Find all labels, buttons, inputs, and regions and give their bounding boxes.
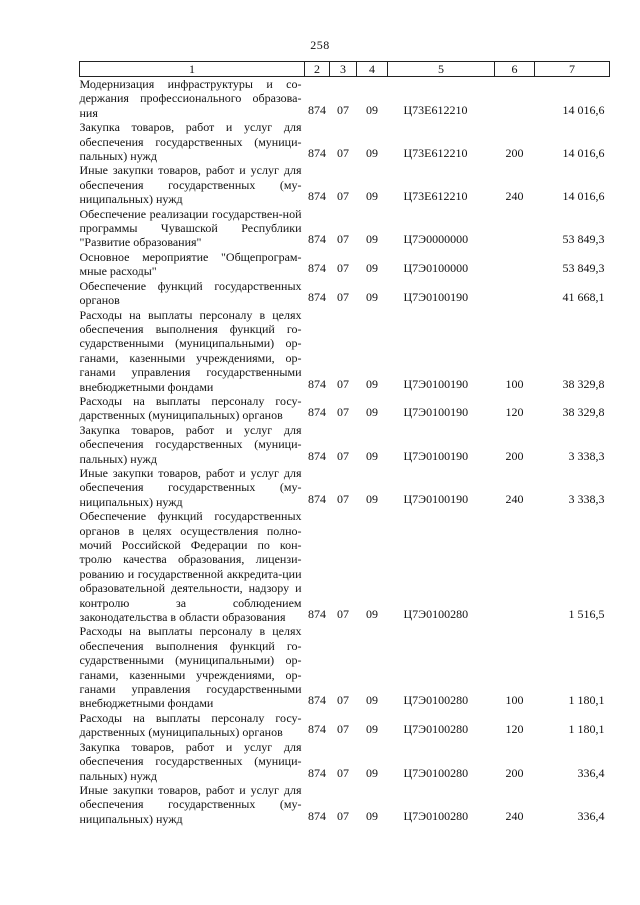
cell-pr: 09 [366, 376, 378, 391]
cell-pr: 09 [366, 405, 378, 420]
table-header-row [80, 62, 610, 77]
cell-sum: 3 338,3 [568, 448, 605, 463]
table-row [80, 250, 610, 279]
cell-sum: 336,4 [577, 808, 605, 823]
cell-gr: 874 [308, 102, 326, 117]
header-col-rz: 3 [330, 62, 357, 77]
cell-pr: 09 [366, 448, 378, 463]
row-name: Иные закупки товаров, работ и услуг для обеспечения государственных (му-ниципальных) нужд [79, 465, 302, 509]
row-name: Иные закупки товаров, работ и услуг для обеспечения государственных (му-ниципальных) нужд [79, 782, 302, 826]
cell-pr: 09 [366, 765, 378, 780]
row-name: Расходы на выплаты персоналу госу-дарственных (муниципальных) органов [79, 393, 302, 423]
cell-rz: 07 [337, 491, 349, 506]
cell-rz: 07 [337, 290, 349, 305]
cell-pr: 09 [366, 290, 378, 305]
cell-rz: 07 [337, 722, 349, 737]
cell-vr: 100 [505, 693, 524, 708]
table-row [80, 207, 610, 250]
cell-rz: 07 [337, 189, 349, 204]
cell-pr: 09 [366, 607, 378, 622]
cell-sum: 1 516,5 [568, 607, 605, 622]
cell-sum: 53 849,3 [562, 232, 605, 247]
cell-vr [495, 250, 535, 279]
cell-vr [495, 77, 535, 121]
cell-vr [495, 279, 535, 308]
cell-gr: 874 [308, 448, 326, 463]
table-body [80, 77, 610, 827]
cell-gr: 874 [308, 693, 326, 708]
row-name: Закупка товаров, работ и услуг для обеспечения государственных (муници-пальных) нужд [79, 422, 302, 466]
cell-gr: 874 [308, 607, 326, 622]
row-name: Закупка товаров, работ и услуг для обеспечения государственных (муници-пальных) нужд [79, 120, 302, 164]
cell-vr [495, 509, 535, 624]
cell-gr: 874 [308, 808, 326, 823]
cell-rz: 07 [337, 607, 349, 622]
table-row [80, 279, 610, 308]
header-col-csr: 5 [388, 62, 495, 77]
cell-csr: Ц7Э0000000 [403, 232, 469, 247]
table-row [80, 77, 610, 121]
cell-csr: Ц7Э0100190 [403, 448, 469, 463]
cell-vr: 120 [505, 405, 524, 420]
cell-gr: 874 [308, 146, 326, 161]
cell-rz: 07 [337, 376, 349, 391]
cell-gr: 874 [308, 261, 326, 276]
cell-vr: 120 [505, 722, 524, 737]
header-col-vr: 6 [495, 62, 535, 77]
cell-sum: 1 180,1 [568, 722, 605, 737]
cell-csr: Ц7Э0100190 [403, 491, 469, 506]
cell-pr: 09 [366, 491, 378, 506]
cell-rz: 07 [337, 693, 349, 708]
cell-csr: Ц7Э0100280 [403, 607, 469, 622]
row-name: Расходы на выплаты персоналу госу-дарственных (муниципальных) органов [79, 710, 302, 740]
budget-table [79, 61, 610, 826]
table-row [80, 624, 610, 710]
table-row [80, 394, 610, 423]
cell-gr: 874 [308, 765, 326, 780]
cell-sum: 41 668,1 [562, 290, 605, 305]
cell-csr: Ц7Э0100190 [403, 290, 469, 305]
cell-sum: 14 016,6 [562, 102, 605, 117]
cell-csr: Ц73Е612210 [403, 146, 468, 161]
cell-sum: 53 849,3 [562, 261, 605, 276]
cell-csr: Ц7Э0100280 [403, 722, 469, 737]
cell-vr: 240 [505, 808, 524, 823]
cell-vr: 240 [505, 189, 524, 204]
cell-csr: Ц7Э0100190 [403, 376, 469, 391]
cell-csr: Ц7Э0100280 [403, 693, 469, 708]
table-row [80, 509, 610, 624]
table-row [80, 783, 610, 826]
cell-rz: 07 [337, 261, 349, 276]
cell-csr: Ц7Э0100000 [403, 261, 469, 276]
cell-pr: 09 [366, 722, 378, 737]
cell-sum: 38 329,8 [562, 405, 605, 420]
cell-gr: 874 [308, 290, 326, 305]
row-name: Расходы на выплаты персоналу в целях обеспечения выполнения функций го-сударственными (муниципальными) ор-ганами, казенными учреждениями, ор-ганами управления государственными внебюджетными фондами [79, 624, 302, 711]
cell-sum: 14 016,6 [562, 189, 605, 204]
cell-sum: 38 329,8 [562, 376, 605, 391]
cell-sum: 14 016,6 [562, 146, 605, 161]
cell-gr: 874 [308, 722, 326, 737]
cell-csr: Ц7Э0100190 [403, 405, 469, 420]
table-row [80, 423, 610, 466]
table-row [80, 740, 610, 783]
header-col-name: 1 [80, 62, 305, 77]
row-name: Обеспечение функций государственных органов в целях осуществления полно-мочий Российской Федерации по кон-тролю качества образования, лицензи-рованию и государственной аккредита-ции образовательной деятельности, надзору и контролю за соблюдением законодательства в области образования [79, 509, 302, 625]
cell-rz: 07 [337, 146, 349, 161]
cell-vr: 200 [505, 146, 524, 161]
cell-gr: 874 [308, 376, 326, 391]
cell-pr: 09 [366, 102, 378, 117]
cell-csr: Ц7Э0100280 [403, 765, 469, 780]
row-name: Модернизация инфраструктуры и со-держания профессионального образова-ния [79, 77, 302, 120]
row-name: Закупка товаров, работ и услуг для обеспечения государственных (муници-пальных) нужд [79, 739, 302, 783]
table-row [80, 163, 610, 206]
cell-rz: 07 [337, 765, 349, 780]
cell-pr: 09 [366, 808, 378, 823]
cell-gr: 874 [308, 405, 326, 420]
header-col-gr: 2 [305, 62, 330, 77]
header-col-pr: 4 [357, 62, 388, 77]
table-row [80, 711, 610, 740]
row-name: Обеспечение функций государственных органов [79, 278, 302, 308]
cell-sum: 3 338,3 [568, 491, 605, 506]
row-name: Иные закупки товаров, работ и услуг для обеспечения государственных (му-ниципальных) нужд [79, 163, 302, 207]
header-col-sum: 7 [535, 62, 610, 77]
cell-sum: 336,4 [577, 765, 605, 780]
row-name: Расходы на выплаты персоналу в целях обеспечения выполнения функций го-сударственными (муниципальными) ор-ганами, казенными учреждениями, ор-ганами управления государственными внебюджетными фондами [79, 307, 302, 394]
cell-pr: 09 [366, 189, 378, 204]
cell-csr: Ц7Э0100280 [403, 808, 469, 823]
cell-gr: 874 [308, 189, 326, 204]
cell-vr: 240 [505, 491, 524, 506]
cell-rz: 07 [337, 405, 349, 420]
cell-rz: 07 [337, 808, 349, 823]
cell-gr: 874 [308, 491, 326, 506]
cell-vr [495, 207, 535, 250]
row-name: Основное мероприятие "Общепрограм-мные расходы" [79, 249, 302, 279]
cell-rz: 07 [337, 102, 349, 117]
cell-pr: 09 [366, 693, 378, 708]
cell-pr: 09 [366, 261, 378, 276]
table-row [80, 120, 610, 163]
cell-sum: 1 180,1 [568, 693, 605, 708]
page-number: 258 [310, 38, 330, 52]
cell-csr: Ц73Е612210 [403, 189, 468, 204]
cell-pr: 09 [366, 232, 378, 247]
cell-csr: Ц73Е612210 [403, 102, 468, 117]
cell-rz: 07 [337, 232, 349, 247]
row-name: Обеспечение реализации государствен-ной программы Чувашской Республики "Развитие образования" [79, 206, 302, 250]
table-row [80, 308, 610, 394]
cell-vr: 200 [505, 448, 524, 463]
cell-vr: 100 [505, 376, 524, 391]
cell-vr: 200 [505, 765, 524, 780]
cell-gr: 874 [308, 232, 326, 247]
cell-rz: 07 [337, 448, 349, 463]
cell-pr: 09 [366, 146, 378, 161]
table-row [80, 466, 610, 509]
